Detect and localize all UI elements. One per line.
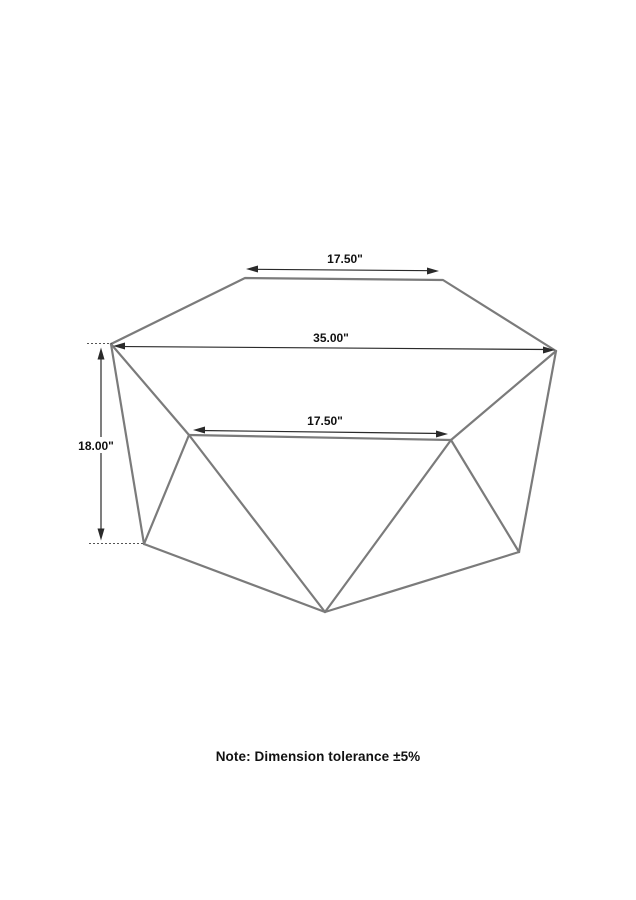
dimension-label-height: 18.00"	[78, 439, 114, 453]
arrowhead-right-icon	[427, 268, 439, 275]
bottom-edge-right	[325, 552, 519, 612]
table-wireframe	[111, 278, 556, 612]
front-band-edge	[189, 435, 451, 440]
dimension-line	[252, 269, 433, 270]
facet-edge-right-lower	[451, 440, 519, 552]
dimension-line	[119, 347, 549, 350]
dimension-top-edge	[246, 252, 439, 275]
facet-edge-center-right	[325, 440, 451, 612]
dimension-front-edge	[193, 414, 448, 438]
dimension-label-top-edge: 17.50"	[327, 252, 363, 266]
dimension-height	[75, 344, 143, 544]
facet-edge-right-upper	[451, 351, 556, 440]
arrowhead-left-icon	[193, 427, 205, 434]
dimension-annotations	[75, 252, 555, 544]
arrowhead-down-icon	[98, 529, 105, 541]
tolerance-note: Note: Dimension tolerance ±5%	[215, 749, 421, 764]
facet-edge-left-lower	[144, 435, 189, 544]
arrowhead-left-icon	[246, 266, 258, 273]
dimension-label-overall-width: 35.00"	[313, 331, 349, 345]
dimension-label-front-edge: 17.50"	[307, 414, 343, 428]
arrowhead-up-icon	[98, 348, 105, 360]
right-silhouette-edge	[519, 351, 556, 552]
arrowhead-right-icon	[436, 431, 448, 438]
dimension-overall-width	[113, 331, 555, 354]
dimension-line	[199, 431, 442, 434]
